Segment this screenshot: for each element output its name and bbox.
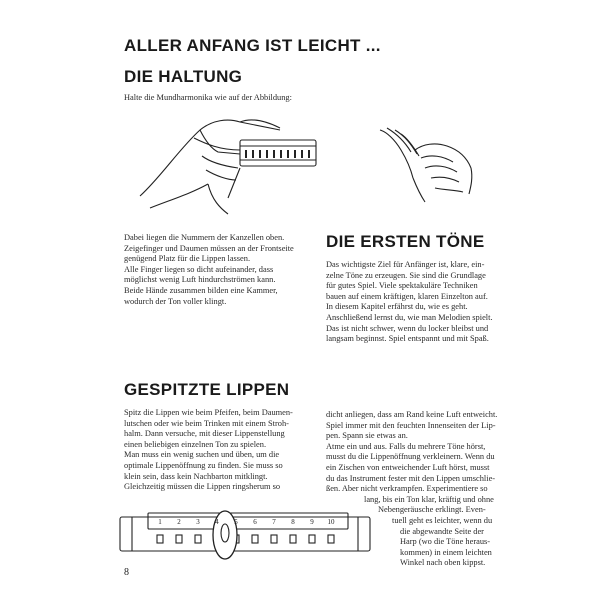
text-line: Winkel nach oben kippst.: [400, 558, 486, 568]
text-line: musst du die Lippenöffnung verkleinern. Wenn du: [326, 452, 495, 462]
section-heading-ersten-toene: DIE ERSTEN TÖNE: [326, 232, 485, 251]
text-line: dicht anliegen, dass am Rand keine Luft entweicht.: [326, 410, 498, 419]
text-line: Man muss ein wenig suchen und üben, um die: [124, 450, 280, 460]
text-line: Das ist nicht schwer, wenn du locker bleibst und: [326, 323, 489, 333]
hole-number: 4: [215, 518, 219, 526]
harmonica-lips-diagram: [120, 503, 375, 563]
hole-number: 7: [272, 518, 276, 526]
hole-number: 1: [158, 518, 162, 526]
cupped-hands-illustration: [375, 128, 475, 203]
text-line: zelne Töne zu erzeugen. Sie sind die Grundlage: [326, 270, 486, 280]
text-line: Dabei liegen die Nummern der Kanzellen oben.: [124, 233, 285, 242]
harmonica-hole: [290, 535, 296, 543]
text-line: langsam beginnst. Spiel entspannt und mit Spaß.: [326, 334, 489, 344]
text-line: halm. Dann versuche, mit dieser Lippenstellung: [124, 429, 285, 439]
hole-number: 8: [291, 518, 295, 526]
harmonica-hole: [252, 535, 258, 543]
text-line: Spitz die Lippen wie beim Pfeifen, beim Daumen-: [124, 408, 293, 417]
text-line: genügend Platz für die Lippen lassen.: [124, 254, 251, 264]
text-line: du das Instrument fester mit den Lippen umschlie-: [326, 473, 496, 483]
haltung-body: [124, 233, 324, 307]
text-line: Spiel immer mit den feuchten Innenseiten der Lip-: [326, 420, 496, 430]
text-line: bauen auf einem kräftigen, klaren Einzelton auf.: [326, 291, 488, 301]
harmonica-hole: [157, 535, 163, 543]
harmonica-holes: [157, 535, 334, 543]
text-line: In diesem Kapitel erfährst du, wie es geht.: [326, 302, 468, 312]
hole-number: 10: [327, 518, 335, 526]
text-line: Anschließend lernst du, wie man Melodien spielt.: [326, 312, 493, 322]
harmonica-hole: [328, 535, 334, 543]
harmonica-hole: [271, 535, 277, 543]
text-line: ein Zischen von entweichender Luft hörst, musst: [326, 462, 490, 472]
text-line: klein sein, dass kein Nachbarton mitklingt.: [124, 471, 268, 481]
text-line: Das wichtigste Ziel für Anfänger ist, klare, ein-: [326, 260, 485, 269]
ersten-toene-body: [326, 260, 536, 345]
text-line: für gutes Spiel. Viele spektakuläre Techniken: [326, 281, 478, 291]
text-line: Harp (wo die Töne heraus-: [400, 537, 491, 547]
text-line: optimale Lippenöffnung zu finden. Sie muss so: [124, 460, 283, 470]
hole-number: 2: [177, 518, 181, 526]
section-heading-gespitzte-lippen: GESPITZTE LIPPEN: [124, 380, 290, 399]
harmonica-hole: [176, 535, 182, 543]
text-line: die abgewandte Seite der: [400, 526, 484, 536]
text-line: Atme ein und aus. Falls du mehrere Töne hörst,: [326, 441, 486, 451]
harmonica-hole: [309, 535, 315, 543]
text-line: lutschen oder wie beim Trinken mit einem Stroh-: [124, 418, 289, 428]
haltung-caption: Halte die Mundharmonika wie auf der Abbildung:: [124, 93, 292, 102]
text-line: einen beliebigen einzelnen Ton zu spielen.: [124, 439, 267, 449]
hole-number: 3: [196, 518, 200, 526]
text-line: lang, bis ein Ton klar, kräftig und ohne: [364, 494, 494, 504]
lip-opening: [221, 524, 229, 542]
text-line: Zeigefinger und Daumen müssen an der Frontseite: [124, 243, 294, 253]
text-line: Gleichzeitig müssen die Lippen ringsherum so: [124, 482, 281, 492]
hand-holding-harmonica-illustration: [140, 108, 330, 218]
text-line: ßen. Aber nicht verkrampfen. Experimentiere so: [326, 484, 488, 494]
text-line: kommen) in einem leichten: [400, 547, 492, 557]
text-line: tuell geht es leichter, wenn du: [392, 515, 493, 525]
text-line: möglichst wenig Luft hindurchströmen kann.: [124, 275, 276, 285]
text-line: Alle Finger liegen so dicht aufeinander, dass: [124, 264, 274, 274]
text-line: wodurch der Ton voller klingt.: [124, 296, 227, 306]
hole-number: 6: [253, 518, 257, 526]
text-line: Beide Hände zusammen bilden eine Kammer,: [124, 285, 278, 295]
harmonica-hole: [195, 535, 201, 543]
section-heading-haltung: DIE HALTUNG: [124, 67, 243, 86]
page-number: 8: [124, 567, 129, 578]
chapter-title: ALLER ANFANG IST LEICHT ...: [124, 36, 381, 55]
lippen-left-body: [124, 408, 324, 493]
hole-number: 5: [234, 518, 238, 526]
text-line: Nebengeräusche erklingt. Even-: [378, 505, 486, 515]
hole-number: 9: [310, 518, 314, 526]
text-line: pen. Spann sie etwas an.: [326, 431, 408, 441]
